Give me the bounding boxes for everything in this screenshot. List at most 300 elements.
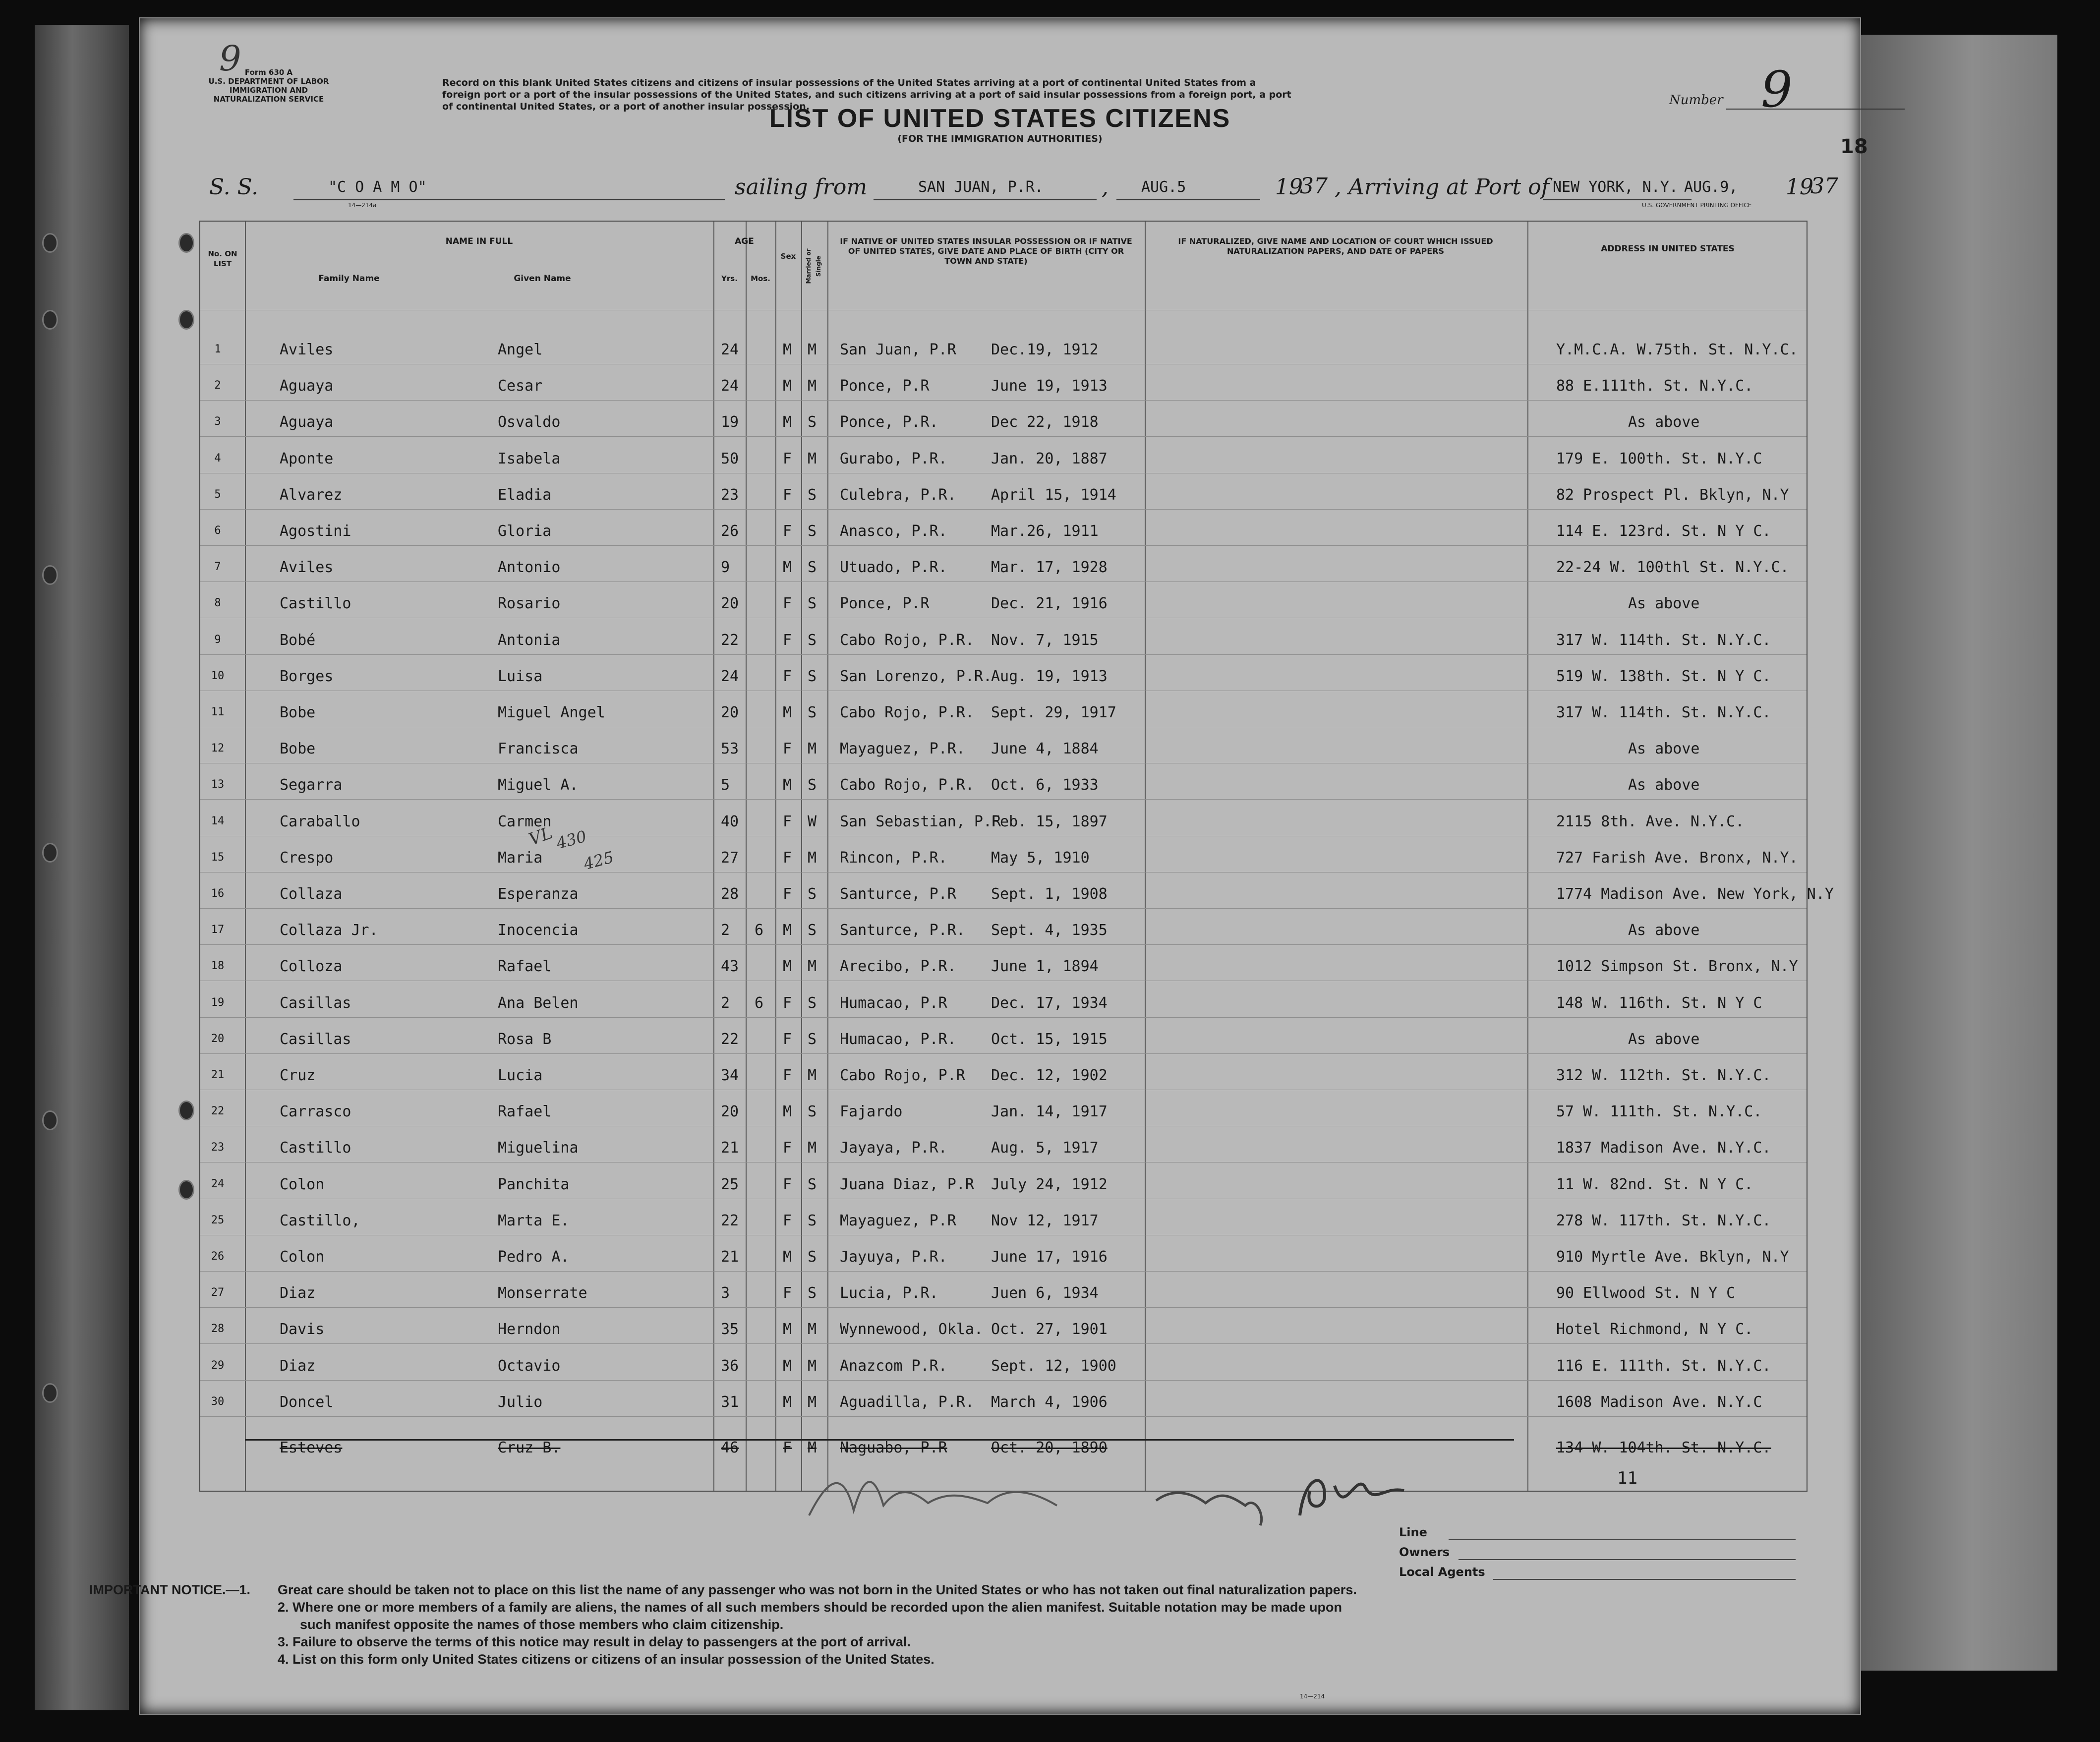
table-row — [200, 1235, 1807, 1273]
cell-address: As above — [1628, 740, 1700, 758]
cell-yrs: 24 — [721, 667, 739, 685]
arriving-label: , Arriving at Port of — [1335, 174, 1549, 200]
cell-given: Gloria — [498, 523, 552, 540]
cell-ms: S — [808, 885, 817, 903]
cell-no: 5 — [214, 488, 221, 501]
cell-place: Aguadilla, P.R. — [840, 1393, 974, 1411]
cell-family: Alvarez — [280, 486, 343, 504]
cell-yrs: 20 — [721, 595, 739, 613]
header-given-name: Given Name — [514, 274, 571, 284]
header-age: AGE — [735, 236, 754, 246]
header-yrs: Yrs. — [721, 274, 738, 283]
table-row — [200, 1308, 1807, 1345]
binder-hole — [178, 1180, 194, 1200]
cell-place: Fajardo — [840, 1103, 903, 1121]
cell-ms: S — [808, 922, 817, 939]
table-row — [200, 437, 1807, 474]
cell-address: 317 W. 114th. St. N.Y.C. — [1556, 704, 1771, 721]
cell-family: Diaz — [280, 1357, 316, 1375]
cell-sex: M — [783, 776, 792, 794]
cell-ms: S — [808, 667, 817, 685]
cell-sex: F — [783, 1139, 792, 1157]
cell-address: 148 W. 116th. St. N Y C — [1556, 994, 1762, 1012]
cell-place: Ponce, P.R — [840, 595, 930, 613]
cell-ms: W — [808, 813, 817, 830]
cell-place: Ponce, P.R. — [840, 413, 938, 431]
cell-no: 10 — [211, 669, 225, 682]
table-row — [200, 945, 1807, 982]
table-row — [200, 473, 1807, 511]
arrival-port: NEW YORK, N.Y. — [1553, 178, 1678, 196]
cell-date: Sept. 29, 1917 — [991, 704, 1116, 721]
cell-ms: S — [808, 1212, 817, 1229]
cell-ms: M — [808, 450, 817, 467]
notice-4: 4. List on this form only United States citizens or citizens of an insular possession of the United States. — [278, 1652, 934, 1667]
cell-date: Dec. 12, 1902 — [991, 1067, 1108, 1084]
binder-spine — [35, 25, 129, 1710]
table-row — [200, 510, 1807, 547]
cell-given: Carmen — [498, 813, 552, 830]
cell-date: May 5, 1910 — [991, 849, 1090, 867]
cell-address: 910 Myrtle Ave. Bklyn, N.Y — [1556, 1248, 1789, 1266]
cell-family: Castillo — [280, 595, 351, 613]
cell-ms: S — [808, 1284, 817, 1302]
cell-given: Miguel A. — [498, 776, 579, 794]
cell-yrs: 40 — [721, 813, 739, 830]
cell-address: 114 E. 123rd. St. N Y C. — [1556, 523, 1771, 540]
cell-given: Angel — [498, 341, 543, 358]
cell-address: 116 E. 111th. St. N.Y.C. — [1556, 1357, 1771, 1375]
cell-given: Lucia — [498, 1067, 543, 1084]
cell-place: San Lorenzo, P.R. — [840, 667, 992, 685]
table-row — [200, 364, 1807, 402]
cell-yrs: 5 — [721, 776, 730, 794]
cell-family: Casillas — [280, 994, 351, 1012]
table-row — [200, 328, 1807, 365]
cell-place: Cabo Rojo, P.R. — [840, 631, 974, 649]
cell-address: 317 W. 114th. St. N.Y.C. — [1556, 631, 1771, 649]
cell-place: Cabo Rojo, P.R. — [840, 704, 974, 721]
cell-address: 82 Prospect Pl. Bklyn, N.Y — [1556, 486, 1789, 504]
cell-date: Sept. 4, 1935 — [991, 922, 1108, 939]
notice-2b: such manifest opposite the names of those members who claim citizenship. — [300, 1617, 784, 1632]
cell-no: 18 — [211, 960, 225, 973]
cell-address: Hotel Richmond, N Y C. — [1556, 1321, 1753, 1338]
cell-no: 3 — [214, 415, 221, 428]
instruction-line-2: foreign port or a port of the insular possessions of the United States, and such citizens arriving at a port of said insular possessions from a foreign port, a port — [442, 89, 1291, 100]
cell-given: Maria — [498, 849, 543, 867]
cell-yrs: 19 — [721, 413, 739, 431]
cell-no: 24 — [211, 1177, 225, 1190]
cell-sex: M — [783, 1357, 792, 1375]
number-label: Number — [1669, 93, 1723, 108]
cell-given: Antonia — [498, 631, 561, 649]
table-row — [200, 1199, 1807, 1236]
cell-no: 11 — [211, 706, 225, 718]
cell-address: 90 Ellwood St. N Y C — [1556, 1284, 1736, 1302]
cell-given: Eladia — [498, 486, 552, 504]
struck-ms: M — [808, 1439, 817, 1456]
struck-address: 134 W. 104th. St. N.Y.C. — [1556, 1439, 1771, 1456]
notice-1: Great care should be taken not to place on this list the name of any passenger who was not born in the United States or who has not taken out final naturalization papers. — [278, 1582, 1357, 1597]
cell-yrs: 20 — [721, 1103, 739, 1121]
cell-family: Doncel — [280, 1393, 334, 1411]
cell-ms: M — [808, 1139, 817, 1157]
cell-given: Ana Belen — [498, 994, 579, 1012]
cell-given: Francisca — [498, 740, 579, 758]
form-code-top: 14—214a — [348, 202, 377, 209]
cell-address: 1774 Madison Ave. New York, N.Y — [1556, 885, 1834, 903]
cell-family: Aguaya — [280, 377, 334, 395]
cell-given: Monserrate — [498, 1284, 587, 1302]
cell-family: Aguaya — [280, 413, 334, 431]
header-mos: Mos. — [751, 274, 770, 283]
cell-address: As above — [1628, 595, 1700, 613]
cell-place: Jayaya, P.R. — [840, 1139, 947, 1157]
service-line-2: NATURALIZATION SERVICE — [213, 95, 324, 104]
voyage-line: S. S. "C O A M O" sailing from SAN JUAN, P.R. , AUG.5 19 37 , Arriving at Port of NEW YORK, N.Y. AUG.9, 19 37 — [209, 174, 1838, 200]
cell-sex: M — [783, 341, 792, 358]
binder-hole — [178, 1101, 194, 1120]
table-row — [200, 1018, 1807, 1055]
binder-hole — [178, 310, 194, 330]
cell-sex: M — [783, 559, 792, 577]
cell-address: 1837 Madison Ave. N.Y.C. — [1556, 1139, 1771, 1157]
handwritten-signature — [799, 1456, 1444, 1530]
cell-given: Julio — [498, 1393, 543, 1411]
pencil-note-430: 430 — [554, 826, 588, 853]
cell-date: Dec. 17, 1934 — [991, 994, 1108, 1012]
cell-family: Collaza Jr. — [280, 922, 378, 939]
cell-family: Segarra — [280, 776, 343, 794]
table-row — [200, 763, 1807, 801]
cell-place: Arecibo, P.R. — [840, 958, 956, 976]
cell-date: Jan. 20, 1887 — [991, 450, 1108, 467]
table-row — [200, 727, 1807, 764]
cell-yrs: 31 — [721, 1393, 739, 1411]
cell-date: Sept. 1, 1908 — [991, 885, 1108, 903]
table-row — [200, 836, 1807, 873]
cell-family: Castillo, — [280, 1212, 360, 1229]
page-title: LIST OF UNITED STATES CITIZENS — [769, 104, 1231, 133]
cell-sex: M — [783, 1103, 792, 1121]
cell-no: 7 — [214, 561, 221, 574]
cell-address: 179 E. 100th. St. N.Y.C — [1556, 450, 1762, 467]
departure-date: AUG.5 — [1141, 178, 1186, 196]
cell-yrs: 22 — [721, 1030, 739, 1048]
cell-given: Inocencia — [498, 922, 579, 939]
ship-underline — [293, 199, 725, 200]
port-underline — [874, 199, 1097, 200]
cell-date: June 4, 1884 — [991, 740, 1099, 758]
cell-family: Cruz — [280, 1067, 316, 1084]
cell-yrs: 22 — [721, 631, 739, 649]
table-row — [200, 909, 1807, 946]
arrival-date: AUG.9, — [1684, 178, 1738, 196]
pencil-note-425: 425 — [582, 847, 616, 874]
cell-sex: F — [783, 450, 792, 467]
cell-date: Aug. 5, 1917 — [991, 1139, 1099, 1157]
cell-yrs: 21 — [721, 1248, 739, 1266]
list-number: 9 — [1761, 60, 1793, 118]
cell-address: 11 W. 82nd. St. N Y C. — [1556, 1175, 1753, 1193]
cell-sex: F — [783, 885, 792, 903]
manifest-page — [139, 17, 1868, 1715]
cell-date: July 24, 1912 — [991, 1175, 1108, 1193]
cell-no: 27 — [211, 1286, 225, 1299]
cell-yrs: 24 — [721, 341, 739, 358]
cell-date: Nov 12, 1917 — [991, 1212, 1099, 1229]
cell-given: Luisa — [498, 667, 543, 685]
strike-line — [245, 1439, 1514, 1441]
cell-address: 1608 Madison Ave. N.Y.C — [1556, 1393, 1762, 1411]
cell-yrs: 34 — [721, 1067, 739, 1084]
header-no: No. ON LIST — [208, 249, 237, 268]
header-address: ADDRESS IN UNITED STATES — [1601, 244, 1735, 254]
cell-family: Crespo — [280, 849, 334, 867]
cell-no: 22 — [211, 1105, 225, 1118]
cell-date: April 15, 1914 — [991, 486, 1116, 504]
table-row — [200, 619, 1807, 656]
cell-family: Colloza — [280, 958, 343, 976]
cell-place: San Sebastian, P.R — [840, 813, 1001, 830]
printing-office: U.S. GOVERNMENT PRINTING OFFICE — [1642, 202, 1752, 209]
cell-sex: M — [783, 1248, 792, 1266]
cell-ms: S — [808, 704, 817, 721]
cell-family: Borges — [280, 667, 334, 685]
cell-address: As above — [1628, 922, 1700, 939]
cell-place: Juana Diaz, P.R — [840, 1175, 974, 1193]
cell-yrs: 2 — [721, 994, 730, 1012]
cell-yrs: 53 — [721, 740, 739, 758]
form-identifier — [194, 68, 343, 104]
notice-head: IMPORTANT NOTICE.—1. — [89, 1582, 251, 1597]
cell-ms: S — [808, 595, 817, 613]
cell-yrs: 22 — [721, 1212, 739, 1229]
ship-name: "C O A M O" — [328, 178, 427, 196]
cell-place: Anasco, P.R. — [840, 523, 947, 540]
cell-date: Dec.19, 1912 — [991, 341, 1099, 358]
cell-family: Aviles — [280, 341, 334, 358]
cell-address: 22-24 W. 100thl St. N.Y.C. — [1556, 559, 1789, 577]
page-count: 11 — [1617, 1468, 1637, 1488]
cell-date: March 4, 1906 — [991, 1393, 1108, 1411]
cell-sex: F — [783, 1175, 792, 1193]
cell-sex: M — [783, 1393, 792, 1411]
cell-no: 25 — [211, 1214, 225, 1226]
cell-sex: F — [783, 813, 792, 830]
cell-no: 9 — [214, 633, 221, 646]
cell-ms: M — [808, 1393, 817, 1411]
cell-date: Oct. 6, 1933 — [991, 776, 1099, 794]
cell-place: Cabo Rojo, P.R — [840, 1067, 965, 1084]
table-row — [200, 1090, 1807, 1127]
table-row — [200, 872, 1834, 910]
cell-family: Colon — [280, 1175, 325, 1193]
cell-yrs: 36 — [721, 1357, 739, 1375]
cell-no: 20 — [211, 1032, 225, 1045]
table-row — [200, 1381, 1807, 1418]
cell-given: Isabela — [498, 450, 561, 467]
cell-no: 2 — [214, 379, 221, 392]
cell-sex: M — [783, 922, 792, 939]
binder-hole — [42, 233, 58, 253]
struck-family: Esteves — [280, 1439, 343, 1456]
service-line-1: IMMIGRATION AND — [229, 86, 308, 95]
cell-yrs: 43 — [721, 958, 739, 976]
cell-given: Esperanza — [498, 885, 579, 903]
cell-ms: M — [808, 1321, 817, 1338]
cell-place: Cabo Rojo, P.R. — [840, 776, 974, 794]
cell-date: Dec 22, 1918 — [991, 413, 1099, 431]
cell-address: As above — [1628, 413, 1700, 431]
form-number: Form 630 A — [244, 68, 293, 77]
departure-port: SAN JUAN, P.R. — [918, 178, 1044, 196]
cell-sex: F — [783, 1284, 792, 1302]
table-row — [200, 1126, 1807, 1163]
table-row — [200, 401, 1807, 438]
cell-mos: 6 — [755, 922, 764, 939]
cell-no: 12 — [211, 742, 225, 755]
arrival-underline — [1543, 199, 1692, 200]
binder-hole — [42, 310, 58, 330]
cell-given: Osvaldo — [498, 413, 561, 431]
cell-no: 4 — [214, 452, 221, 465]
cell-place: Humacao, P.R — [840, 994, 947, 1012]
cell-yrs: 28 — [721, 885, 739, 903]
instruction-line-1: Record on this blank United States citizens and citizens of insular possessions of the United States arriving at a port of continental United States from a — [442, 77, 1256, 88]
form-code-bottom: 14—214 — [1300, 1693, 1325, 1700]
cell-given: Antonio — [498, 559, 561, 577]
table-row — [200, 982, 1807, 1019]
header-naturalized: IF NATURALIZED, GIVE NAME AND LOCATION OF COURT WHICH ISSUED NATURALIZATION PAPERS, AND DATE OF PAPERS — [1178, 236, 1493, 256]
cell-date: Oct. 27, 1901 — [991, 1321, 1108, 1338]
cell-ms: S — [808, 559, 817, 577]
cell-yrs: 25 — [721, 1175, 739, 1193]
cell-sex: F — [783, 1212, 792, 1229]
cell-place: Utuado, P.R. — [840, 559, 947, 577]
cell-yrs: 24 — [721, 377, 739, 395]
cell-no: 14 — [211, 814, 225, 827]
cell-family: Collaza — [280, 885, 343, 903]
cell-yrs: 3 — [721, 1284, 730, 1302]
table-row — [200, 1054, 1807, 1091]
cell-family: Aponte — [280, 450, 334, 467]
year-prefix: 19 — [1275, 174, 1303, 200]
cell-family: Aviles — [280, 559, 334, 577]
table-row — [200, 1163, 1807, 1200]
cell-date: Dec. 21, 1916 — [991, 595, 1108, 613]
struck-yrs: 46 — [721, 1439, 739, 1456]
cell-address: As above — [1628, 1030, 1700, 1048]
cell-place: Rincon, P.R. — [840, 849, 947, 867]
struck-given: Cruz B. — [498, 1439, 561, 1456]
cell-date: Feb. 15, 1897 — [991, 813, 1108, 830]
cell-address: 519 W. 138th. St. N Y C. — [1556, 667, 1771, 685]
cell-ms: M — [808, 958, 817, 976]
cell-address: 278 W. 117th. St. N.Y.C. — [1556, 1212, 1771, 1229]
table-row — [200, 655, 1807, 692]
cell-yrs: 50 — [721, 450, 739, 467]
cell-sex: F — [783, 667, 792, 685]
sailing-label: sailing from — [735, 174, 868, 200]
cell-yrs: 21 — [721, 1139, 739, 1157]
cell-sex: F — [783, 595, 792, 613]
cell-given: Pedro A. — [498, 1248, 570, 1266]
pencil-note-vl: VL — [526, 823, 555, 850]
cell-ms: M — [808, 1357, 817, 1375]
cell-mos: 6 — [755, 994, 764, 1012]
cell-ms: M — [808, 740, 817, 758]
cell-date: Aug. 19, 1913 — [991, 667, 1108, 685]
binder-hole — [178, 233, 194, 253]
cell-date: Mar.26, 1911 — [991, 523, 1099, 540]
header-family-name: Family Name — [318, 274, 380, 284]
cell-given: Panchita — [498, 1175, 570, 1193]
cell-address: 88 E.111th. St. N.Y.C. — [1556, 377, 1753, 395]
cell-yrs: 20 — [721, 704, 739, 721]
cell-date: Jan. 14, 1917 — [991, 1103, 1108, 1121]
cell-date: Oct. 15, 1915 — [991, 1030, 1108, 1048]
cell-ms: S — [808, 631, 817, 649]
notice-2a: 2. Where one or more members of a family are aliens, the names of all such members should be recorded upon the alien manifest. Suitable notation may be made upon — [278, 1600, 1342, 1615]
cell-no: 17 — [211, 924, 225, 936]
cell-sex: F — [783, 523, 792, 540]
cell-family: Caraballo — [280, 813, 360, 830]
cell-no: 13 — [211, 778, 225, 791]
header-birth: IF NATIVE OF UNITED STATES INSULAR POSSESSION OR IF NATIVE OF UNITED STATES, GIVE DATE AND PLACE OF BIRTH (CITY OR TOWN AND STATE) — [840, 236, 1132, 266]
date-underline — [1116, 199, 1260, 200]
cell-sex: M — [783, 704, 792, 721]
arrival-year: 37 — [1810, 174, 1838, 199]
cell-no: 23 — [211, 1141, 225, 1154]
cell-yrs: 9 — [721, 559, 730, 577]
cell-place: Santurce, P.R. — [840, 922, 965, 939]
departure-year: 37 — [1300, 174, 1328, 199]
back-sheet — [1844, 35, 2057, 1671]
struck-date: Oct. 20, 1890 — [991, 1439, 1108, 1456]
cell-place: Mayaguez, P.R. — [840, 740, 965, 758]
struck-place: Naguabo, P.R — [840, 1439, 947, 1456]
corner-mark: 9 — [219, 38, 241, 79]
cell-family: Carrasco — [280, 1103, 351, 1121]
cell-given: Rosa B — [498, 1030, 552, 1048]
cell-family: Bobe — [280, 740, 316, 758]
cell-date: Juen 6, 1934 — [991, 1284, 1099, 1302]
header-married: Married or Single — [805, 248, 822, 284]
cell-given: Miguelina — [498, 1139, 579, 1157]
cell-family: Castillo — [280, 1139, 351, 1157]
arrival-year-prefix: 19 — [1786, 174, 1813, 200]
binder-hole — [42, 1110, 58, 1130]
cell-ms: S — [808, 994, 817, 1012]
cell-given: Miguel Angel — [498, 704, 605, 721]
cell-date: Sept. 12, 1900 — [991, 1357, 1116, 1375]
table-row — [200, 800, 1807, 837]
cell-address: 727 Farish Ave. Bronx, N.Y. — [1556, 849, 1798, 867]
cell-sex: M — [783, 413, 792, 431]
cell-given: Cesar — [498, 377, 543, 395]
cell-place: Santurce, P.R — [840, 885, 956, 903]
cell-address: 2115 8th. Ave. N.Y.C. — [1556, 813, 1745, 830]
cell-sex: F — [783, 849, 792, 867]
page-subtitle: (FOR THE IMMIGRATION AUTHORITIES) — [897, 133, 1103, 144]
ss-label: S. S. — [209, 174, 259, 200]
table-row — [200, 691, 1807, 728]
cell-family: Bobé — [280, 631, 316, 649]
cell-ms: S — [808, 776, 817, 794]
cell-family: Davis — [280, 1321, 325, 1338]
